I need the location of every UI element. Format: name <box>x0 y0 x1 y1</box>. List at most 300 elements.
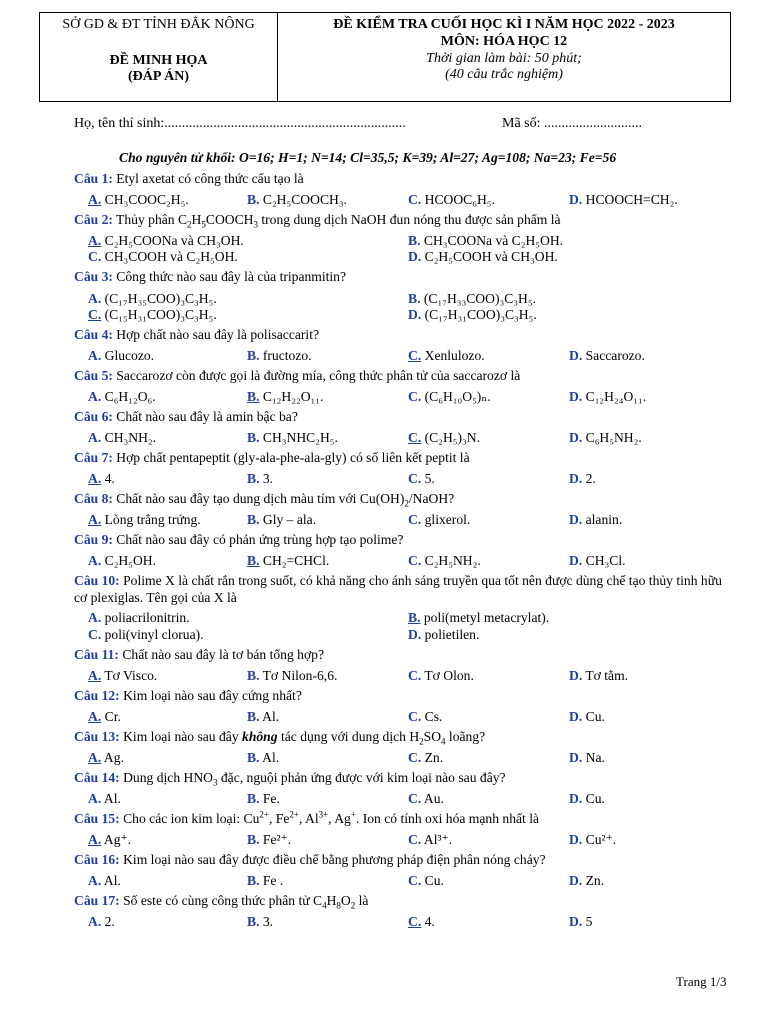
exam-time: Thời gian làm bài: 50 phút; <box>426 51 582 66</box>
option-a <box>88 347 154 364</box>
question-text: O <box>340 893 351 908</box>
question-text: Saccarozơ còn được gọi là đường mía, công thức phân tử của saccarozơ là <box>112 368 521 383</box>
question-text: Kim loại nào sau đây <box>119 729 243 744</box>
option-text: Tơ Visco. <box>104 668 158 683</box>
exam-subject: MÔN: HÓA HỌC 12 <box>440 34 568 49</box>
option-text: Al³⁺. <box>423 832 453 847</box>
option-key: C. <box>88 307 102 322</box>
question-14 <box>74 769 734 786</box>
option-a <box>88 667 157 684</box>
option-key: A. <box>88 348 102 363</box>
option-key: A. <box>88 873 102 888</box>
options-q13 <box>88 749 738 766</box>
option-a <box>88 388 156 405</box>
question-text: Kim loại nào sau đây được điều chế bằng phương pháp điện phân nóng chảy? <box>119 852 546 867</box>
exam-kind: ĐỀ MINH HỌA <box>109 53 208 68</box>
options-q14 <box>88 790 738 807</box>
option-key: A. <box>88 709 102 724</box>
option-text: Au. <box>423 791 444 806</box>
options-q17 <box>88 913 738 930</box>
option-text: Al. <box>103 791 121 806</box>
candidate-name-field: Họ, tên thí sinh:..................................................................... <box>74 116 406 131</box>
question-16 <box>74 851 734 868</box>
option-text: (C₁₇H₃₃COO)₃C₃H₅. <box>423 291 536 306</box>
question-text: đặc, nguội phản ứng được với kim loại nào sau đây? <box>217 770 506 785</box>
option-key: B. <box>247 348 260 363</box>
question-2 <box>74 211 734 228</box>
option-c <box>408 552 481 569</box>
option-key: D. <box>569 192 583 207</box>
option-d <box>569 913 592 930</box>
option-key: D. <box>569 348 583 363</box>
option-key: D. <box>569 873 583 888</box>
options-q1 <box>88 191 738 208</box>
option-text: glixerol. <box>424 512 471 527</box>
option-text: poliacrilonitrin. <box>104 610 190 625</box>
subscript: 2 <box>187 219 192 230</box>
option-text: CH₃COOH và C₂H₅OH. <box>104 249 238 264</box>
subscript: 3 <box>253 219 258 230</box>
option-text: Fe. <box>262 791 280 806</box>
question-text: . Ion có tính oxi hóa mạnh nhất là <box>355 811 540 826</box>
option-d <box>569 749 605 766</box>
option-key: A. <box>88 832 102 847</box>
option-a <box>88 429 156 446</box>
option-key: C. <box>408 791 422 806</box>
option-key: C. <box>88 627 102 642</box>
question-text: , Fe <box>268 811 290 826</box>
options-q7 <box>88 470 738 487</box>
option-b <box>247 708 279 725</box>
option-key: B. <box>247 709 260 724</box>
question-11 <box>74 646 734 663</box>
option-text: HCOOC₆H₅. <box>424 192 495 207</box>
question-number: Câu 17: <box>74 893 120 908</box>
option-text: C₂H₅COOH và CH₃OH. <box>424 249 558 264</box>
option-text: C₂H₅OH. <box>104 553 157 568</box>
option-text: 2. <box>585 471 596 486</box>
option-d <box>569 388 646 405</box>
question-emphasis: không <box>242 729 278 744</box>
option-text: 5 <box>585 914 593 929</box>
option-key: B. <box>247 873 260 888</box>
question-7 <box>74 449 734 466</box>
option-a <box>88 552 156 569</box>
option-b <box>247 872 283 889</box>
option-key: D. <box>569 389 583 404</box>
option-key: D. <box>569 832 583 847</box>
option-text: CH₃NHC₂H₅. <box>262 430 338 445</box>
option-b <box>247 470 273 487</box>
option-key: D. <box>408 307 422 322</box>
options-q4 <box>88 347 738 364</box>
option-d <box>569 470 596 487</box>
option-c <box>408 429 480 446</box>
option-c <box>408 511 470 528</box>
option-text: Saccarozo. <box>585 348 645 363</box>
options-q2-row1 <box>88 232 738 249</box>
option-text: CH₂=CHCl. <box>262 553 330 568</box>
option-b <box>247 831 291 848</box>
option-c <box>408 913 435 930</box>
option-text: alanin. <box>585 512 623 527</box>
option-key: D. <box>569 914 583 929</box>
option-text: Fe . <box>262 873 284 888</box>
option-a <box>88 831 131 848</box>
option-text: Cu²⁺. <box>585 832 617 847</box>
option-key: B. <box>247 430 260 445</box>
subscript: 2 <box>350 900 356 911</box>
option-c <box>408 191 495 208</box>
option-a <box>88 913 115 930</box>
department-name: SỞ GD & ĐT TỈNH ĐẮK NÔNG <box>62 17 255 32</box>
option-text: C₂H₅NH₂. <box>424 553 481 568</box>
option-b <box>247 552 329 569</box>
option-d <box>569 708 605 725</box>
option-key: C. <box>408 709 422 724</box>
options-q3-row1 <box>88 290 738 307</box>
question-5 <box>74 367 734 384</box>
question-text: , Ag <box>328 811 351 826</box>
options-q10-row1 <box>88 609 738 626</box>
option-text: 2. <box>104 914 115 929</box>
option-key: C. <box>408 668 422 683</box>
question-text: Etyl axetat có công thức cấu tạo là <box>112 171 304 186</box>
option-c <box>408 708 442 725</box>
option-text: poli(vinyl clorua). <box>104 627 204 642</box>
superscript: + <box>350 809 356 820</box>
option-text: Fe²⁺. <box>262 832 292 847</box>
option-d <box>569 347 645 364</box>
subscript: 4 <box>322 900 327 911</box>
question-number: Câu 9: <box>74 532 113 547</box>
question-4 <box>74 326 734 343</box>
option-key: A. <box>88 553 102 568</box>
question-text: Chất nào sau đây là amin bậc ba? <box>112 409 298 424</box>
option-key: C. <box>408 553 422 568</box>
options-q9 <box>88 552 738 569</box>
option-c <box>408 470 435 487</box>
option-text: (C₁₇H₃₅COO)₃C₃H₅. <box>104 291 217 306</box>
option-text: Cu. <box>585 791 605 806</box>
option-text: CH₃COOC₂H₅. <box>104 192 189 207</box>
option-key: D. <box>569 668 583 683</box>
question-text: là <box>355 893 369 908</box>
option-text: 3. <box>262 471 274 486</box>
exam-question-count: (40 câu trắc nghiệm) <box>445 67 563 82</box>
option-a <box>88 749 124 766</box>
question-6 <box>74 408 734 425</box>
option-b <box>247 913 273 930</box>
option-text: HCOOCH=CH₂. <box>585 192 678 207</box>
question-number: Câu 8: <box>74 491 113 506</box>
question-1 <box>74 170 734 187</box>
question-number: Câu 10: <box>74 573 120 588</box>
option-a <box>88 511 201 528</box>
header-right <box>278 13 730 101</box>
option-a <box>88 290 217 307</box>
option-a <box>88 232 244 249</box>
option-a <box>88 872 121 889</box>
option-key: B. <box>408 610 421 625</box>
option-key: B. <box>247 192 260 207</box>
options-q8 <box>88 511 738 528</box>
option-key: C. <box>408 512 422 527</box>
question-12 <box>74 687 734 704</box>
option-b <box>247 388 323 405</box>
option-d <box>408 306 537 323</box>
exam-kind-note: (ĐÁP ÁN) <box>127 69 190 84</box>
option-a <box>88 790 121 807</box>
option-text: (C₆H₁₀O₅)ₙ. <box>424 389 491 404</box>
option-text: Lòng trắng trứng. <box>104 512 201 527</box>
question-13 <box>74 728 734 745</box>
option-text: Tơ Olon. <box>424 668 474 683</box>
option-key: B. <box>247 389 260 404</box>
option-d <box>569 667 628 684</box>
option-c <box>408 872 444 889</box>
option-d <box>569 831 616 848</box>
option-text: Cu. <box>585 709 605 724</box>
option-d <box>408 248 558 265</box>
option-key: B. <box>247 791 260 806</box>
option-key: C. <box>408 430 422 445</box>
option-key: B. <box>247 471 260 486</box>
option-key: D. <box>408 627 422 642</box>
option-text: Xenlulozo. <box>424 348 485 363</box>
question-9 <box>74 531 734 548</box>
option-text: C₆H₅NH₂. <box>585 430 642 445</box>
question-text: Hợp chất pentapeptit (gly-ala-phe-ala-gly) có số liên kết peptit là <box>112 450 470 465</box>
question-3 <box>74 268 734 285</box>
options-q2-row2 <box>88 248 738 265</box>
option-text: C₂H₅COOCH₃. <box>262 192 347 207</box>
option-key: A. <box>88 791 102 806</box>
question-text: loãng? <box>445 729 486 744</box>
option-text: Tơ tằm. <box>585 668 629 683</box>
option-text: 4. <box>424 914 435 929</box>
option-key: D. <box>569 709 583 724</box>
question-text: COOCH <box>205 212 254 227</box>
option-b <box>408 232 563 249</box>
option-text: C₂H₅COONa và CH₃OH. <box>104 233 244 248</box>
option-key: C. <box>408 914 422 929</box>
question-text: Công thức nào sau đây là của tripanmitin? <box>112 269 347 284</box>
option-b <box>408 609 549 626</box>
question-number: Câu 6: <box>74 409 113 424</box>
question-text: trong dung dịch NaOH đun nóng thu được sản phẩm là <box>257 212 561 227</box>
exam-header <box>39 12 731 102</box>
options-q12 <box>88 708 738 725</box>
option-text: CH₃NH₂. <box>104 430 157 445</box>
option-key: A. <box>88 430 102 445</box>
option-key: D. <box>569 512 583 527</box>
option-text: (C₁₇H₃₁COO)₃C₃H₅. <box>424 307 537 322</box>
option-key: C. <box>408 471 422 486</box>
option-b <box>247 790 280 807</box>
option-text: Al. <box>262 709 280 724</box>
option-c <box>88 248 238 265</box>
option-c <box>88 306 217 323</box>
options-q16 <box>88 872 738 889</box>
option-key: A. <box>88 610 102 625</box>
options-q5 <box>88 388 738 405</box>
option-text: Ag⁺. <box>103 832 132 847</box>
question-number: Câu 13: <box>74 729 120 744</box>
option-key: A. <box>88 192 102 207</box>
option-key: B. <box>247 750 260 765</box>
option-text: CH₃Cl. <box>585 553 626 568</box>
option-key: A. <box>88 471 102 486</box>
question-number: Câu 14: <box>74 770 120 785</box>
subscript: 5 <box>201 219 206 230</box>
question-text: SO <box>423 729 442 744</box>
option-text: C₁₂H₂₂O₁₁. <box>262 389 324 404</box>
superscript: 3+ <box>318 809 329 820</box>
option-key: D. <box>569 791 583 806</box>
question-number: Câu 11: <box>74 647 119 662</box>
option-key: A. <box>88 291 102 306</box>
question-number: Câu 5: <box>74 368 113 383</box>
question-text: Chất nào sau đây có phản ứng trùng hợp tạo polime? <box>112 532 404 547</box>
option-b <box>247 191 347 208</box>
option-b <box>247 511 316 528</box>
subscript: 2 <box>404 498 409 509</box>
question-number: Câu 2: <box>74 212 113 227</box>
option-key: C. <box>88 249 102 264</box>
question-text: Hợp chất nào sau đây là polisaccarit? <box>112 327 320 342</box>
question-text: /NaOH? <box>408 491 455 506</box>
option-d <box>569 429 642 446</box>
option-d <box>569 790 605 807</box>
option-text: poli(metyl metacrylat). <box>423 610 550 625</box>
question-number: Câu 15: <box>74 811 120 826</box>
option-key: C. <box>408 832 422 847</box>
option-text: Na. <box>585 750 605 765</box>
options-q15 <box>88 831 738 848</box>
option-text: C₁₂H₂₄O₁₁. <box>585 389 647 404</box>
option-c <box>408 667 474 684</box>
question-text: Dung dịch HNO <box>119 770 213 785</box>
option-key: C. <box>408 192 422 207</box>
question-text: Thủy phân C <box>112 212 188 227</box>
option-text: 3. <box>262 914 274 929</box>
option-c <box>408 749 443 766</box>
option-c <box>88 626 204 643</box>
option-text: Zn. <box>424 750 444 765</box>
question-text: Polime X là chất rắn trong suốt, có khả năng cho ánh sáng truyền qua tốt nên được dùng chế tạo thủy tinh hữu cơ plexiglas. Tên gọi của X là <box>74 573 722 605</box>
option-text: CH₃COONa và C₂H₅OH. <box>423 233 564 248</box>
option-text: (C₁₅H₃₁COO)₃C₃H₅. <box>104 307 217 322</box>
option-text: Glucozo. <box>104 348 155 363</box>
options-q11 <box>88 667 738 684</box>
option-d <box>569 511 622 528</box>
option-a <box>88 470 115 487</box>
option-text: Cs. <box>424 709 443 724</box>
option-c <box>408 831 452 848</box>
option-c <box>408 388 491 405</box>
option-text: Ag. <box>103 750 124 765</box>
question-8 <box>74 490 734 507</box>
page-number: Trang 1/3 <box>676 974 727 989</box>
option-d <box>569 872 604 889</box>
subscript: 8 <box>336 900 341 911</box>
option-key: A. <box>88 668 102 683</box>
option-key: B. <box>247 914 260 929</box>
option-text: Cr. <box>104 709 121 724</box>
question-text: H <box>191 212 202 227</box>
option-text: 4. <box>104 471 115 486</box>
option-d <box>408 626 479 643</box>
option-b <box>408 290 536 307</box>
option-key: A. <box>88 233 102 248</box>
option-key: B. <box>247 512 260 527</box>
option-a <box>88 609 190 626</box>
option-key: B. <box>247 832 260 847</box>
option-text: Cu. <box>424 873 444 888</box>
option-key: A. <box>88 750 102 765</box>
option-b <box>247 749 279 766</box>
exam-title: ĐỀ KIỂM TRA CUỐI HỌC KÌ I NĂM HỌC 2022 - 2023 <box>333 17 675 32</box>
superscript: 2+ <box>289 809 299 820</box>
question-number: Câu 3: <box>74 269 113 284</box>
question-text: Kim loại nào sau đây cứng nhất? <box>119 688 302 703</box>
option-key: B. <box>247 553 260 568</box>
superscript: 2+ <box>259 809 269 820</box>
question-17 <box>74 892 734 909</box>
question-number: Câu 4: <box>74 327 113 342</box>
option-key: A. <box>88 512 102 527</box>
option-key: C. <box>408 389 422 404</box>
option-key: D. <box>569 750 583 765</box>
question-number: Câu 7: <box>74 450 113 465</box>
question-10 <box>74 572 734 606</box>
subscript: 3 <box>212 777 218 788</box>
subscript: 2 <box>419 736 424 747</box>
option-key: B. <box>408 291 421 306</box>
option-text: C₆H₁₂O₆. <box>104 389 156 404</box>
option-b <box>247 667 337 684</box>
option-a <box>88 708 121 725</box>
option-key: C. <box>408 873 422 888</box>
atomic-masses: Cho nguyên tử khối: O=16; H=1; N=14; Cl=35,5; K=39; Al=27; Ag=108; Na=23; Fe=56 <box>119 150 617 165</box>
option-key: D. <box>569 553 583 568</box>
question-text: Cho các ion kim loại: Cu <box>119 811 260 826</box>
option-text: 5. <box>424 471 435 486</box>
question-text: Chất nào sau đây là tơ bán tổng hợp? <box>118 647 324 662</box>
option-key: D. <box>569 430 583 445</box>
option-text: (C₂H₅)₃N. <box>424 430 480 445</box>
option-c <box>408 347 485 364</box>
question-text: , Al <box>298 811 319 826</box>
question-text: H <box>326 893 337 908</box>
candidate-line <box>74 116 642 132</box>
option-text: Al. <box>262 750 280 765</box>
question-number: Câu 12: <box>74 688 120 703</box>
candidate-code-field: Mã số: ............................ <box>502 116 642 131</box>
option-key: D. <box>408 249 422 264</box>
question-text: Số este có cùng công thức phân tử C <box>119 893 323 908</box>
subscript: 4 <box>441 736 446 747</box>
option-key: C. <box>408 750 422 765</box>
question-number: Câu 16: <box>74 852 120 867</box>
option-b <box>247 429 338 446</box>
options-q6 <box>88 429 738 446</box>
question-number: Câu 1: <box>74 171 113 186</box>
options-q10-row2 <box>88 626 738 643</box>
option-key: C. <box>408 348 422 363</box>
option-key: A. <box>88 389 102 404</box>
